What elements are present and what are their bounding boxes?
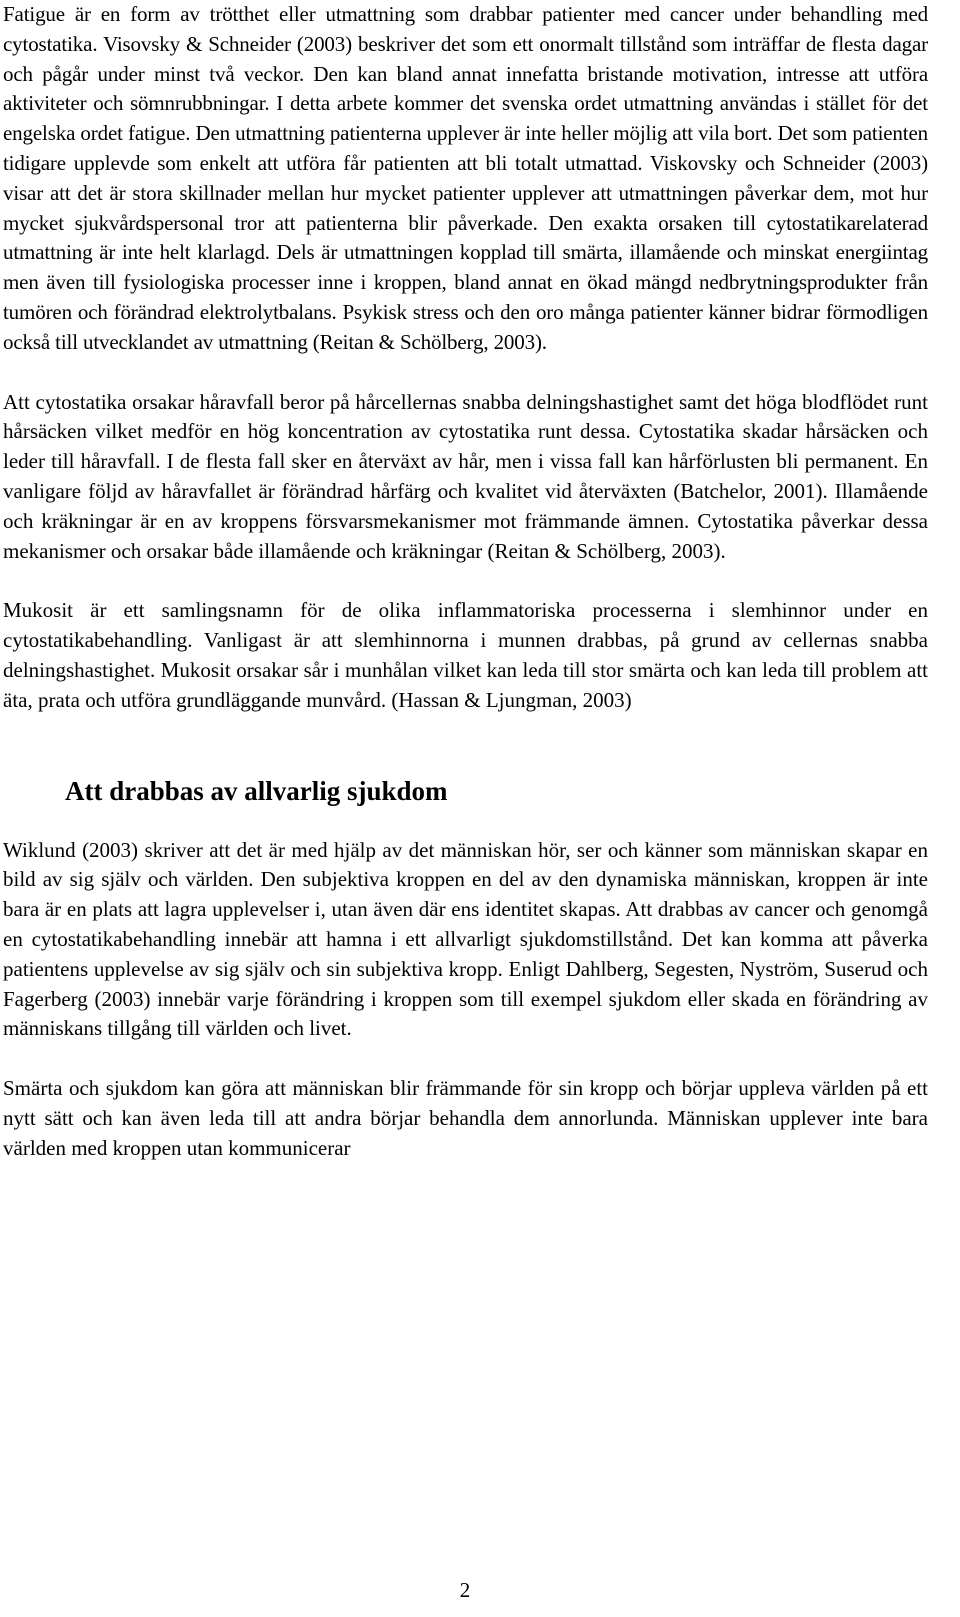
paragraph-gap [3,1044,928,1074]
document-page [3,0,928,1164]
section-gap [3,716,928,774]
paragraph-smarta: Smärta och sjukdom kan göra att människan blir främmande för sin kropp och börjar uppleva världen på ett nytt sätt och kan även leda till att andra börjar behandla dem annorlunda. Människan upplever inte bara världen med kroppen utan kommunicerar [3,1076,928,1160]
section-heading: Att drabbas av allvarlig sjukdom [65,775,448,806]
paragraph-haravfall: Att cytostatika orsakar håravfall beror på hårcellernas snabba delningshastighet samt det höga blodflödet runt hårsäcken vilket medför en hög koncentration av cytostatika runt dessa. Cytostatika skadar hårsäcken och leder till håravfall. I de flesta fall sker en återväxt av hår, men i vissa fall kan hårförlusten bli permanent. En vanligare följd av håravfallet är förändrad hårfärg och kvalitet vid återväxten (Batchelor, 2001). Illamående och kräkningar är en av kroppens försvarsmekanismer mot främmande ämnen. Cytostatika påverkar dessa mekanismer och orsakar både illamående och kräkningar (Reitan & Schölberg, 2003). [3,389,928,563]
paragraph-gap [3,566,928,596]
paragraph-fatigue: Fatigue är en form av trötthet eller utmattning som drabbar patienter med cancer under behandling med cytostatika. Visovsky & Schneider (2003) beskriver det som ett onormalt tillstånd som inträffar de flesta dagar och pågår under minst två veckor. Den kan bland annat innefatta bristande motivation, intresse att utföra aktiviteter och sömnrubbningar. I detta arbete kommer det svenska ordet utmattning användas i stället för det engelska ordet fatigue. Den utmattning patienterna upplever är inte heller möjlig att vila bort. Det som patienten tidigare upplevde som enkelt att utföra får patienten att bli totalt utmattad. Viskovsky och Schneider (2003) visar att det är stora skillnader mellan hur mycket patienter upplever att utmattningen påverkar dem, mot hur mycket sjukvårdspersonal tror att patienterna blir påverkade. Den exakta orsaken till cytostatikarelaterad utmattning är inte helt klarlagd. Dels är utmattningen kopplad till smärta, illamående och minskat energiintag men även till fysiologiska processer inne i kroppen, bland annat en ökad mängd nedbrytningsprodukter från tumören och förändrad elektrolytbalans. Psykisk stress och den oro många patienter känner bidrar förmodligen också till utvecklandet av utmattning (Reitan & Schölberg, 2003). [3,2,928,354]
page-number: 2 [459,1578,471,1602]
paragraph-gap [3,358,928,388]
paragraph-mukosit: Mukosit är ett samlingsnamn för de olika inflammatoriska processerna i slemhinnor under en cytostatikabehandling. Vanligast är att slemhinnorna i munnen drabbas, på grund av cellernas snabba delningshastighet. Mukosit orsakar sår i munhålan vilket kan leda till stor smärta och kan leda till problem att äta, prata och utföra grundläggande munvård. (Hassan & Ljungman, 2003) [3,598,928,712]
heading-gap [3,808,928,836]
paragraph-wiklund: Wiklund (2003) skriver att det är med hjälp av det människan hör, ser och känner som människan skapar en bild av sig själv och världen. Den subjektiva kroppen en del av den dynamiska människan, kroppen är inte bara är en plats att lagra upplevelser i, utan även där ens identitet skapas. Att drabbas av cancer och genomgå en cytostatikabehandling innebär att hamna i ett allvarligt sjukdomstillstånd. Det kan komma att påverka patientens upplevelse av sig själv och sin subjektiva kropp. Enligt Dahlberg, Segesten, Nyström, Suserud och Fagerberg (2003) innebär varje förändring i kroppen som till exempel sjukdom eller skada en förändring av människans tillgång till världen och livet. [3,837,928,1041]
